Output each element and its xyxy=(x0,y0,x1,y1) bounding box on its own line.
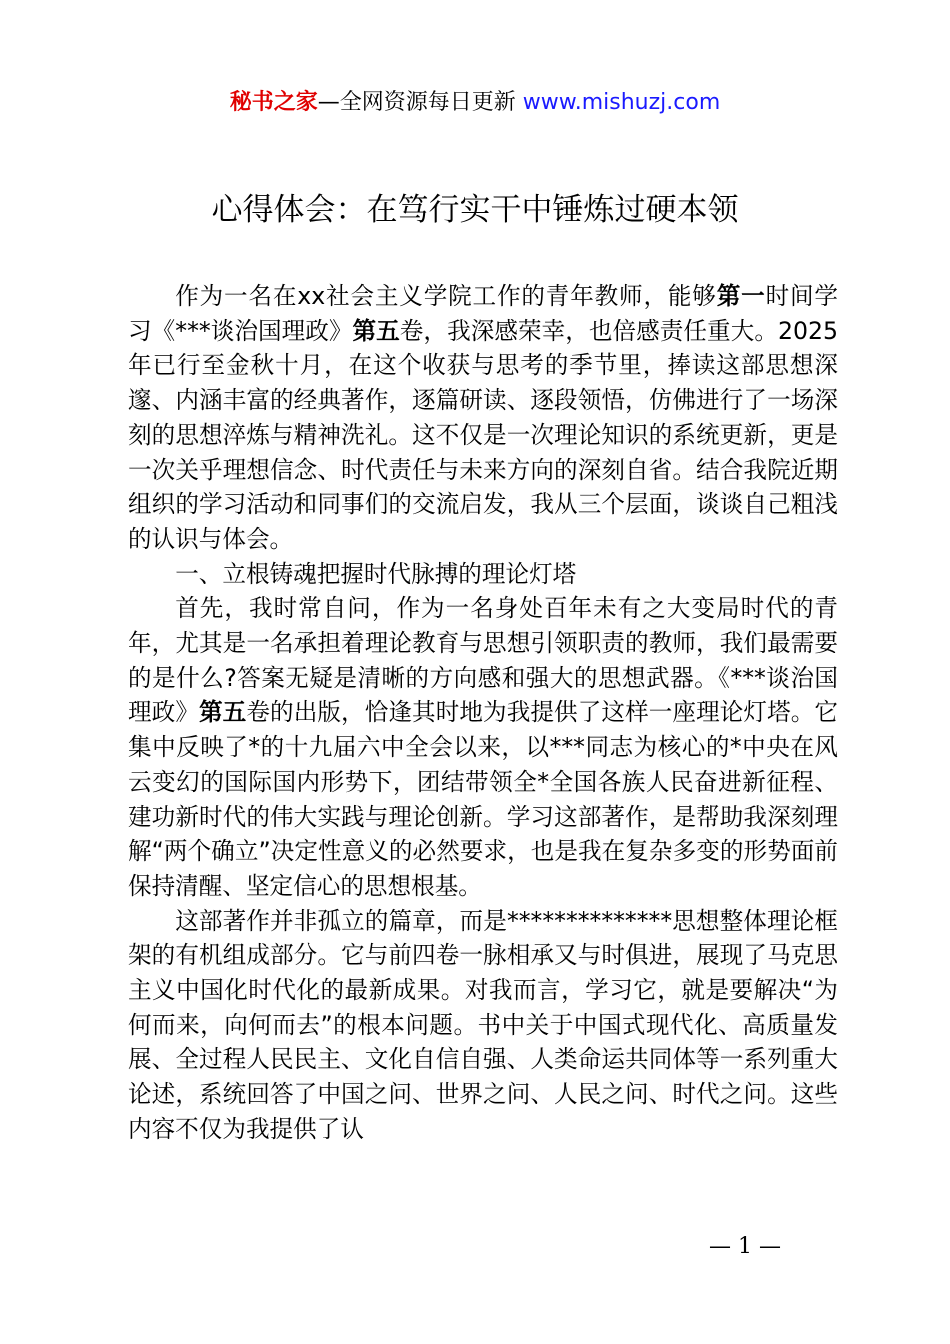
site-header xyxy=(0,86,950,120)
document-title: 心得体会：在笃行实干中锤炼过硬本领 xyxy=(211,192,739,228)
header-tagline: —全网资源每日更新 xyxy=(317,90,523,115)
paragraph-intro: 作为一名在xx社会主义学院工作的青年教师，能够第一时间学习《***谈治国理政》第五卷，我深感荣幸，也倍感责任重大。2025年已行至金秋十月，在这个收获与思考的季节里，捧读这部思想深邃、内涵丰富的经典著作，逐篇研读、逐段领悟，仿佛进行了一场深刻的思想淬炼与精神洗礼。这不仅是一次理论知识的系统更新，更是一次关乎理想信念、时代责任与未来方向的深刻自省。结合我院近期组织的学习活动和同事们的交流启发，我从三个层面，谈谈自己粗浅的认识与体会。 xyxy=(128,282,839,553)
site-url-link[interactable]: www.mishuzj.com xyxy=(522,90,721,115)
paragraph-section1: 首先，我时常自问，作为一名身处百年未有之大变局时代的青年，尤其是一名承担着理论教育与思想引领职责的教师，我们最需要的是什么?答案无疑是清晰的方向感和强大的思想武器。《***谈治国理政》第五卷的出版，恰逢其时地为我提供了这样一座理论灯塔。它集中反映了*的十九届六中全会以来，以***同志为核心的*中央在风云变幻的国际国内形势下，团结带领全*全国各族人民奋进新征程、建功新时代的伟大实践与理论创新。学习这部著作，是帮助我深刻理解“两个确立”决定性意义的必然要求，也是我在复杂多变的形势面前保持清醒、坚定信心的思想根基。 xyxy=(128,594,839,900)
page-number: — 1 — xyxy=(709,1234,781,1259)
brand-name: 秘书之家 xyxy=(229,90,318,115)
document-body xyxy=(128,279,838,1147)
section-heading: 一、立根铸魂把握时代脉搏的理论灯塔 xyxy=(175,559,577,588)
paragraph-section1-continued: 这部著作并非孤立的篇章，而是**************思想整体理论框架的有机组成部分。它与前四卷一脉相承又与时俱进，展现了马克思主义中国化时代化的最新成果。对我而言，学习它，就是要解决“为何而来，向何而去”的根本问题。书中关于中国式现代化、高质量发展、全过程人民民主、文化自信自强、人类命运共同体等一系列重大论述，系统回答了中国之问、世界之问、人民之问、时代之问。这些内容不仅为我提供了认 xyxy=(128,906,838,1143)
